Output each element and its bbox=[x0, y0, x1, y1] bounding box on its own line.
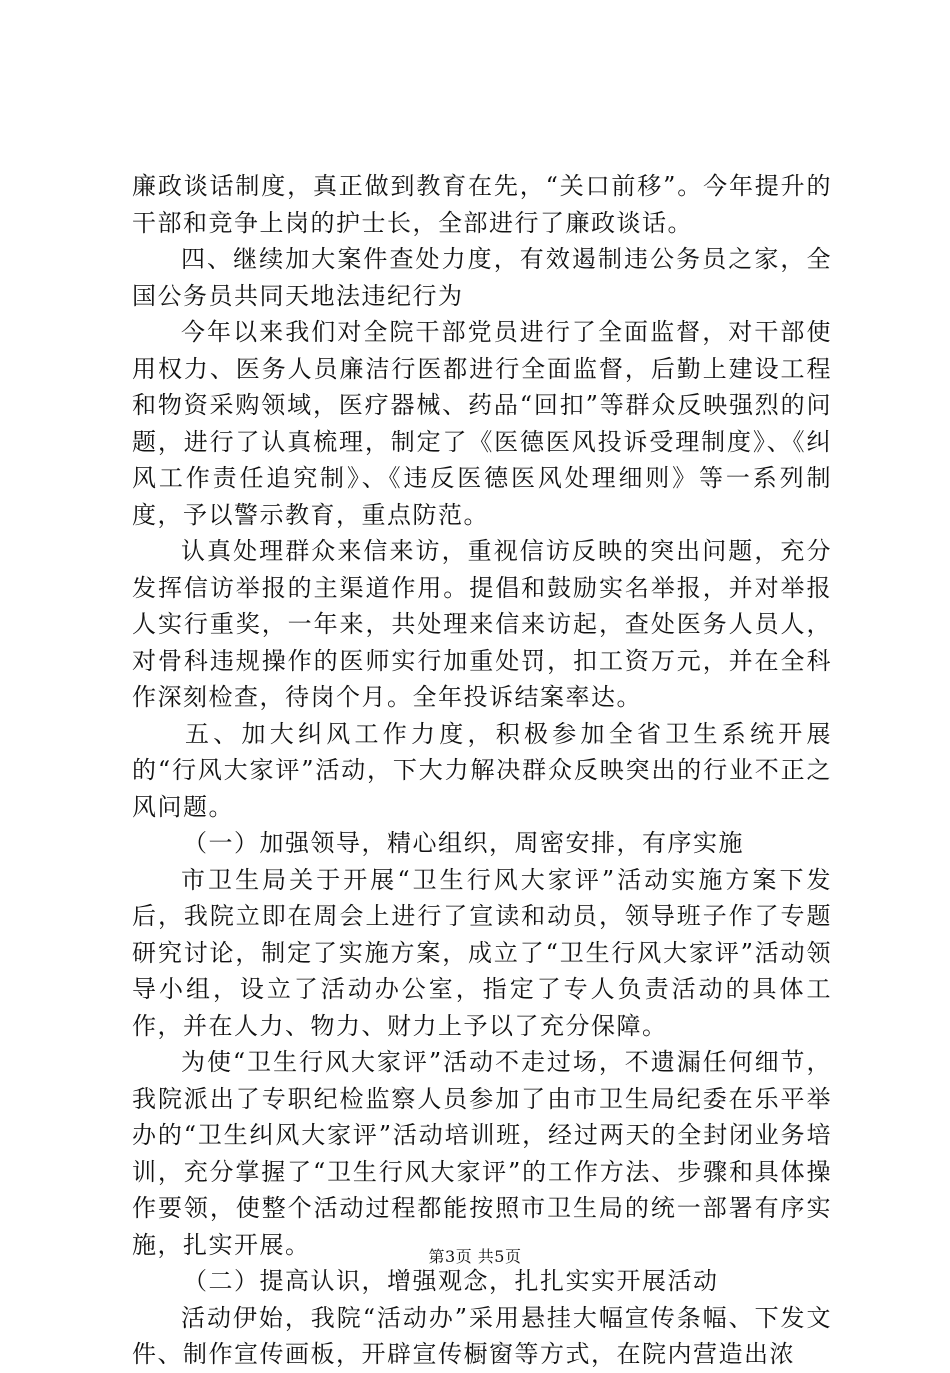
section-heading-4: 四、继续加大案件查处力度，有效遏制违公务员之家，全国公务员共同天地法违纪行为 bbox=[132, 245, 832, 310]
document-body bbox=[132, 168, 832, 1373]
subheading-2: （二）提高认识，增强观念，扎扎实实开展活动 bbox=[183, 1267, 719, 1295]
paragraph-4: 市卫生局关于开展“卫生行风大家评”活动实施方案下发后，我院立即在周会上进行了宣读和动员，领导班子作了专题研究讨论，制定了实施方案，成立了“卫生行风大家评”活动领导小组，设立了活动办公室，指定了专人负责活动的具体工作，并在人力、物力、财力上予以了充分保障。 bbox=[132, 865, 832, 1040]
page-footer: 第3页 共5页 bbox=[428, 1247, 522, 1266]
section-heading-5: 五、加大纠风工作力度，积极参加全省卫生系统开展的“行风大家评”活动，下大力解决群众反映突出的行业不正之风问题。 bbox=[132, 719, 832, 821]
paragraph-1: 廉政谈话制度，真正做到教育在先，“关口前移”。今年提升的干部和竞争上岗的护士长，全部进行了廉政谈话。 bbox=[132, 172, 832, 237]
paragraph-6: 活动伊始，我院“活动办”采用悬挂大幅宣传条幅、下发文件、制作宣传画板，开辟宣传橱窗等方式，在院内营造出浓 bbox=[132, 1303, 832, 1368]
paragraph-5: 为使“卫生行风大家评”活动不走过场，不遗漏任何细节，我院派出了专职纪检监察人员参加了由市卫生局纪委在乐平举办的“卫生纠风大家评”活动培训班，经过两天的全封闭业务培训，充分掌握了“卫生行风大家评”的工作方法、步骤和具体操作要领，使整个活动过程都能按照市卫生局的统一部署有序实施，扎实开展。 bbox=[132, 1048, 832, 1259]
subheading-1: （一）加强领导，精心组织，周密安排，有序实施 bbox=[183, 829, 744, 857]
paragraph-2: 今年以来我们对全院干部党员进行了全面监督，对干部使用权力、医务人员廉洁行医都进行全面监督，后勤上建设工程和物资采购领域，医疗器械、药品“回扣”等群众反映强烈的问题，进行了认真梳理，制定了《医德医风投诉受理制度》、《纠风工作责任追究制》、《违反医德医风处理细则》等一系列制度，予以警示教育，重点防范。 bbox=[132, 318, 832, 529]
paragraph-3: 认真处理群众来信来访，重视信访反映的突出问题，充分发挥信访举报的主渠道作用。提倡和鼓励实名举报，并对举报人实行重奖，一年来，共处理来信来访起，查处医务人员人，对骨科违规操作的医师实行加重处罚，扣工资万元，并在全科作深刻检查，待岗个月。全年投诉结案率达。 bbox=[132, 537, 832, 711]
